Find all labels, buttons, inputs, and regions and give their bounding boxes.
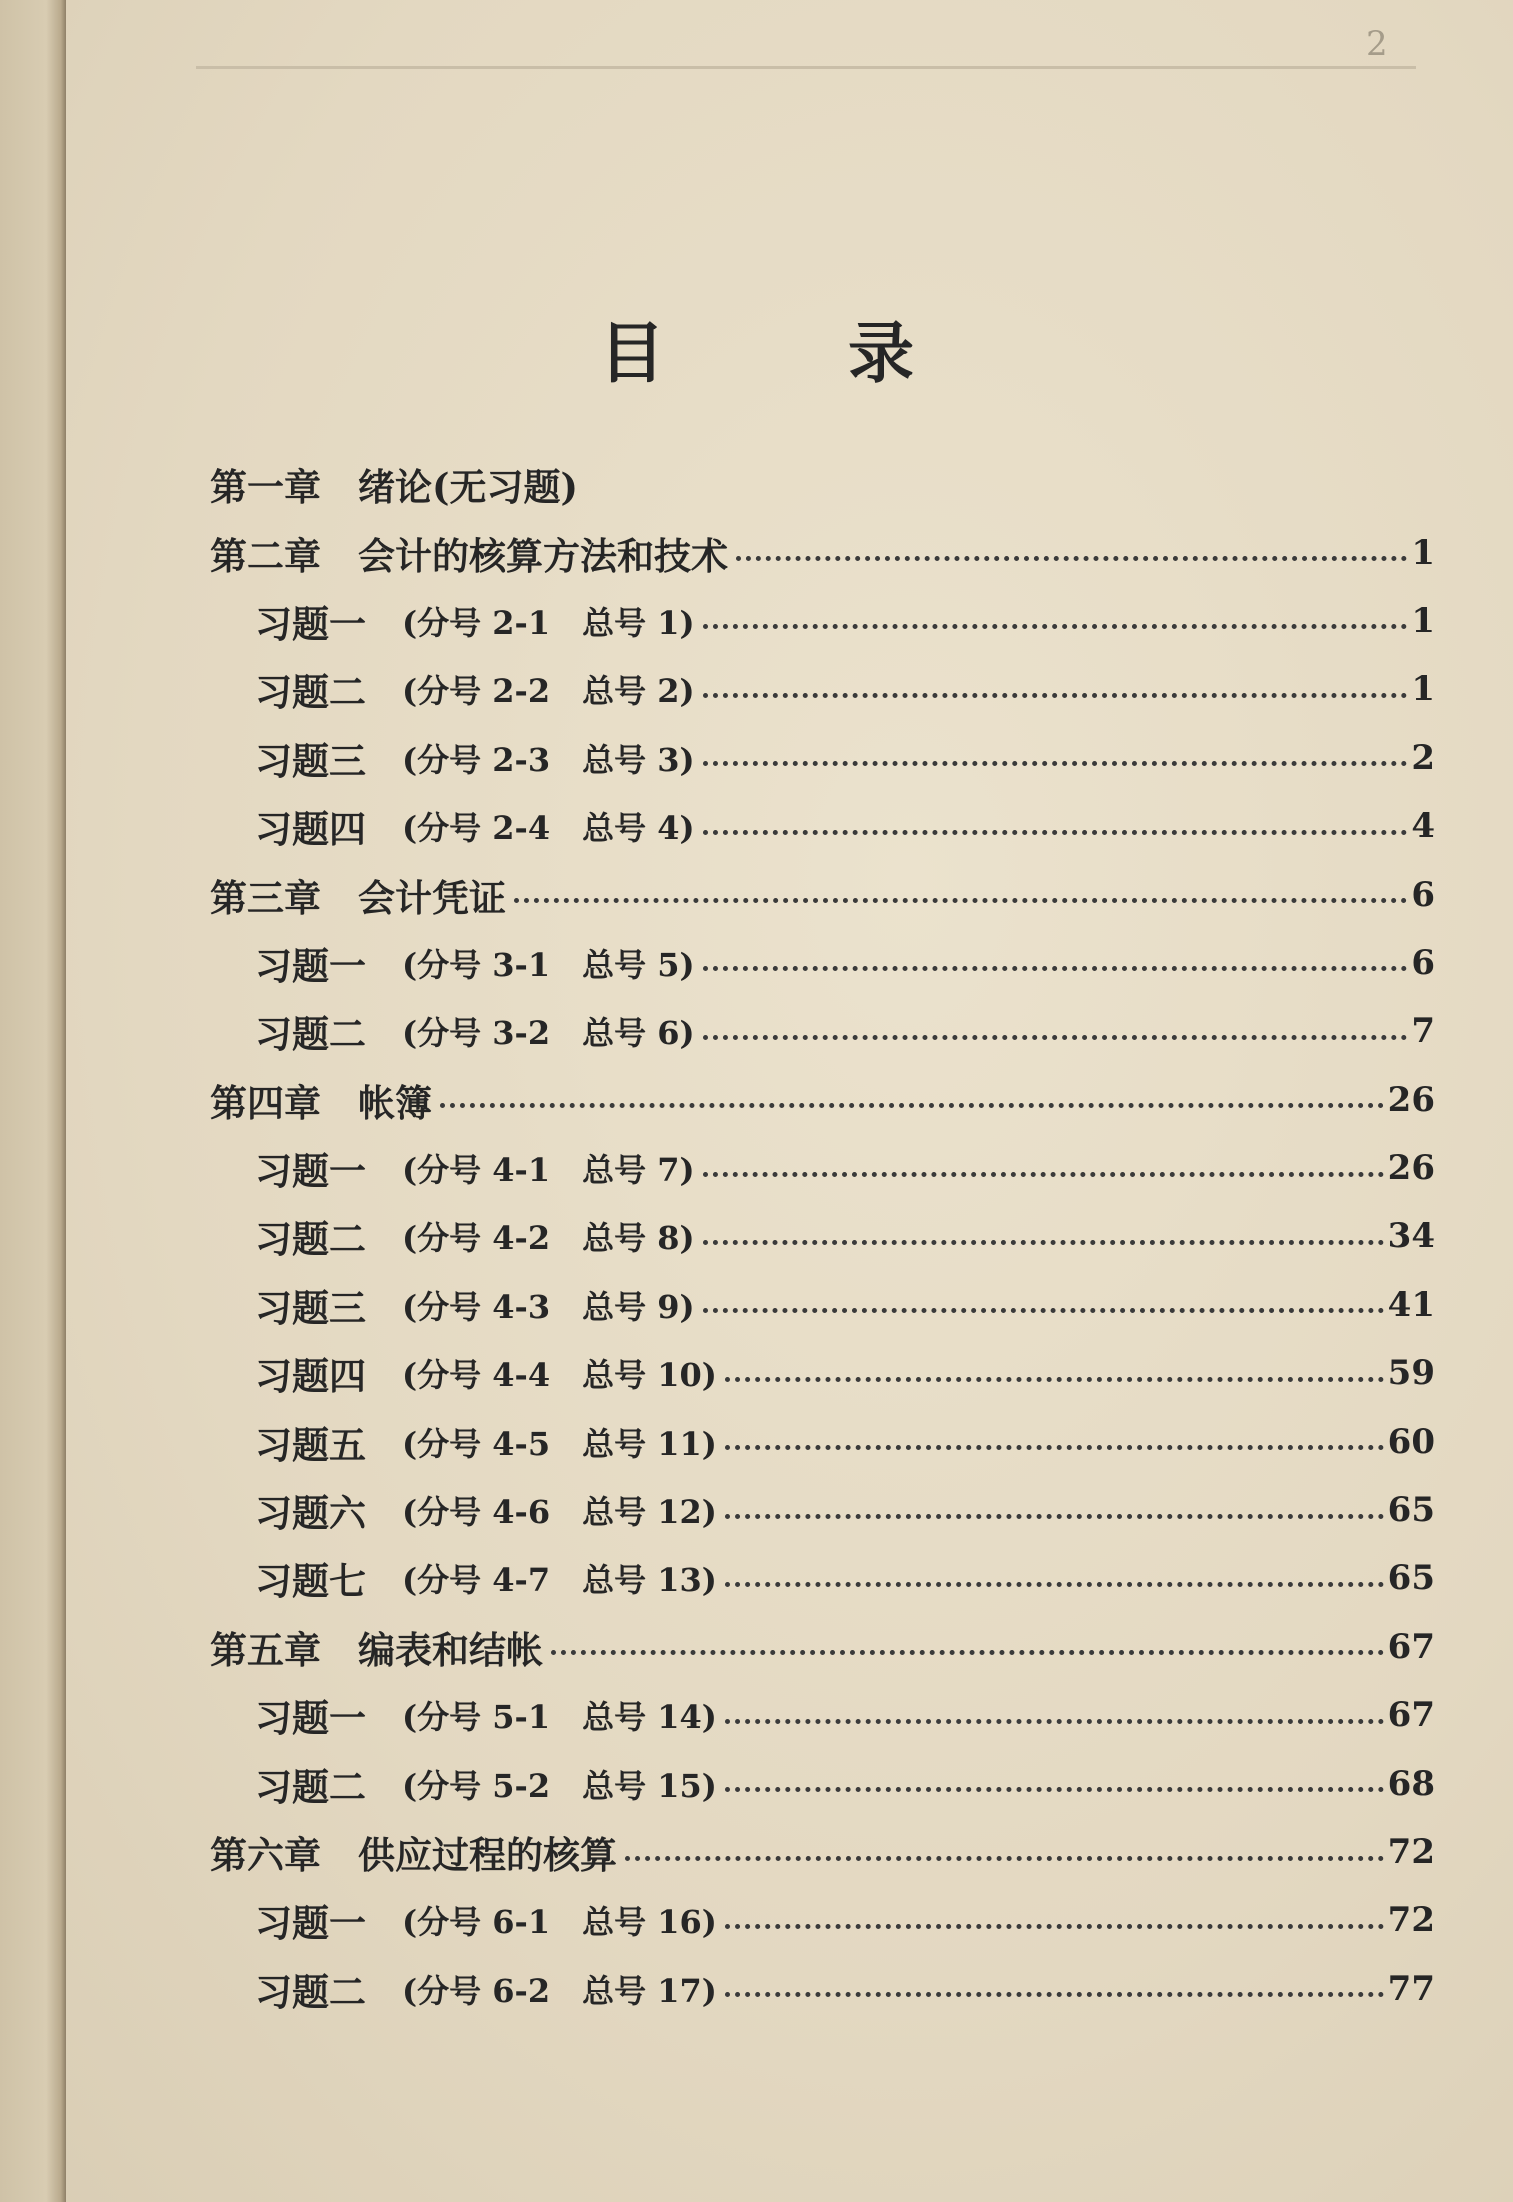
toc-entry-label: 第四章 帐簿 xyxy=(210,1080,432,1125)
toc-exercise-entry xyxy=(210,1749,1435,1817)
dot-leader xyxy=(703,1240,1384,1245)
toc-entry-label: 习题二 xyxy=(255,1764,366,1809)
toc-entry-page: 2 xyxy=(1411,737,1435,778)
toc-entry-page: 59 xyxy=(1387,1353,1435,1394)
toc-chapter-entry xyxy=(210,860,1435,928)
toc-entry-page: 4 xyxy=(1411,806,1435,847)
dot-leader xyxy=(440,1103,1384,1108)
dot-leader xyxy=(725,1719,1384,1724)
dot-leader xyxy=(725,1992,1384,1997)
toc-exercise-entry xyxy=(210,1339,1435,1407)
toc-entry-page: 1 xyxy=(1411,600,1435,641)
dot-leader xyxy=(551,1650,1384,1655)
toc-entry-page: 65 xyxy=(1387,1490,1435,1531)
toc-exercise-entry xyxy=(210,1955,1435,2023)
page-number: 2 xyxy=(1366,24,1388,64)
toc-exercise-entry xyxy=(210,792,1435,860)
toc-exercise-entry xyxy=(210,1681,1435,1749)
toc-entry-page: 6 xyxy=(1411,874,1435,915)
toc-entry-page: 67 xyxy=(1387,1695,1435,1736)
toc-entry-number: (分号 4-6 总号 12) xyxy=(402,1493,717,1532)
toc-exercise-entry xyxy=(210,1202,1435,1270)
dot-leader xyxy=(725,1377,1384,1382)
toc-entry-label: 习题六 xyxy=(255,1491,366,1536)
toc-entry-label: 习题二 xyxy=(255,1012,366,1057)
toc-entry-label: 第五章 编表和结帐 xyxy=(210,1627,543,1672)
toc-entry-page: 7 xyxy=(1411,1011,1435,1052)
toc-entry-page: 41 xyxy=(1387,1284,1435,1325)
toc-chapter-entry xyxy=(210,1818,1435,1886)
toc-entry-number: (分号 2-4 总号 4) xyxy=(402,809,695,848)
toc-entry-number: (分号 4-7 总号 13) xyxy=(402,1561,717,1600)
toc-entry-label: 习题四 xyxy=(255,807,366,852)
toc-entry-page: 72 xyxy=(1387,1832,1435,1872)
toc-entry-number: (分号 2-2 总号 2) xyxy=(402,672,695,711)
toc-entry-label: 第一章 绪论(无习题) xyxy=(210,465,579,510)
toc-entry-label: 习题二 xyxy=(255,670,366,715)
toc-exercise-entry xyxy=(210,655,1435,723)
dot-leader xyxy=(703,966,1408,971)
toc-entry-number: (分号 4-1 总号 7) xyxy=(402,1151,695,1190)
toc-entry-label: 习题七 xyxy=(255,1559,366,1604)
toc-entry-page: 6 xyxy=(1411,942,1435,983)
toc-entry-label: 习题一 xyxy=(255,1696,366,1741)
toc-entry-number: (分号 5-2 总号 15) xyxy=(402,1766,717,1805)
toc-entry-page: 68 xyxy=(1387,1763,1435,1804)
toc-entry-label: 第三章 会计凭证 xyxy=(210,875,506,920)
dot-leader xyxy=(703,1172,1384,1177)
dot-leader xyxy=(703,830,1408,835)
toc-exercise-entry xyxy=(210,1407,1435,1475)
toc-entry-label: 习题四 xyxy=(255,1354,366,1399)
toc-entry-label: 第六章 供应过程的核算 xyxy=(210,1833,617,1877)
toc-entry-number: (分号 4-5 总号 11) xyxy=(402,1424,717,1463)
toc-entry-number: (分号 5-1 总号 14) xyxy=(402,1698,717,1737)
toc-exercise-entry xyxy=(210,1886,1435,1954)
toc-entry-number: (分号 4-4 总号 10) xyxy=(402,1356,717,1395)
dot-leader xyxy=(703,761,1408,766)
toc-entry-label: 习题三 xyxy=(255,738,366,783)
toc-entry-page: 67 xyxy=(1387,1626,1435,1667)
toc-entry-page: 34 xyxy=(1387,1216,1435,1257)
toc-exercise-entry xyxy=(210,587,1435,655)
toc-exercise-entry xyxy=(210,1271,1435,1339)
header-rule xyxy=(196,66,1416,69)
dot-leader xyxy=(625,1856,1384,1861)
toc-entry-number: (分号 6-2 总号 17) xyxy=(402,1971,717,2010)
dot-leader xyxy=(725,1445,1384,1450)
toc-exercise-entry xyxy=(210,1544,1435,1612)
toc-entry-page: 1 xyxy=(1411,669,1435,710)
toc-entry-number: (分号 3-2 总号 6) xyxy=(402,1014,695,1053)
toc-entry-label: 第二章 会计的核算方法和技术 xyxy=(210,533,728,578)
toc-title: 目 录 xyxy=(599,314,994,392)
toc-exercise-entry xyxy=(210,1134,1435,1202)
toc-entry-page: 60 xyxy=(1387,1421,1435,1462)
toc-entry-label: 习题一 xyxy=(255,943,366,988)
toc-chapter-entry xyxy=(210,450,1435,518)
dot-leader xyxy=(725,1582,1384,1587)
dot-leader xyxy=(725,1924,1384,1929)
toc-entry-label: 习题五 xyxy=(255,1422,366,1467)
toc-entry-number: (分号 3-1 总号 5) xyxy=(402,945,695,984)
dot-leader xyxy=(725,1514,1384,1519)
toc-chapter-entry xyxy=(210,1613,1435,1681)
toc-entry-page: 77 xyxy=(1387,1968,1435,2009)
dot-leader xyxy=(703,1035,1408,1040)
toc-entry-number: (分号 4-2 总号 8) xyxy=(402,1219,695,1258)
dot-leader xyxy=(703,1308,1384,1313)
toc-exercise-entry xyxy=(210,929,1435,997)
toc-exercise-entry xyxy=(210,724,1435,792)
toc-exercise-entry xyxy=(210,1476,1435,1544)
dot-leader xyxy=(703,624,1408,629)
toc-entry-label: 习题二 xyxy=(255,1217,366,1262)
dot-leader xyxy=(703,693,1408,698)
toc-exercise-entry xyxy=(210,997,1435,1065)
dot-leader xyxy=(514,898,1407,903)
toc-list xyxy=(210,450,1435,2023)
toc-chapter-entry xyxy=(210,1066,1435,1134)
toc-entry-page: 1 xyxy=(1411,532,1435,573)
toc-chapter-entry xyxy=(210,518,1435,586)
toc-entry-page: 26 xyxy=(1387,1079,1435,1120)
toc-entry-label: 习题一 xyxy=(255,601,366,646)
toc-entry-number: (分号 2-1 总号 1) xyxy=(402,603,695,642)
dot-leader xyxy=(725,1787,1384,1792)
toc-entry-number: (分号 6-1 总号 16) xyxy=(402,1903,717,1942)
toc-entry-label: 习题一 xyxy=(255,1901,366,1946)
toc-entry-number: (分号 2-3 总号 3) xyxy=(402,740,695,779)
toc-entry-page: 65 xyxy=(1387,1558,1435,1599)
toc-entry-label: 习题二 xyxy=(255,1969,366,2014)
dot-leader xyxy=(736,556,1407,561)
toc-entry-page: 72 xyxy=(1387,1900,1435,1941)
toc-entry-page: 26 xyxy=(1387,1148,1435,1189)
toc-entry-label: 习题一 xyxy=(255,1149,366,1194)
toc-entry-label: 习题三 xyxy=(255,1285,366,1330)
toc-entry-number: (分号 4-3 总号 9) xyxy=(402,1287,695,1326)
